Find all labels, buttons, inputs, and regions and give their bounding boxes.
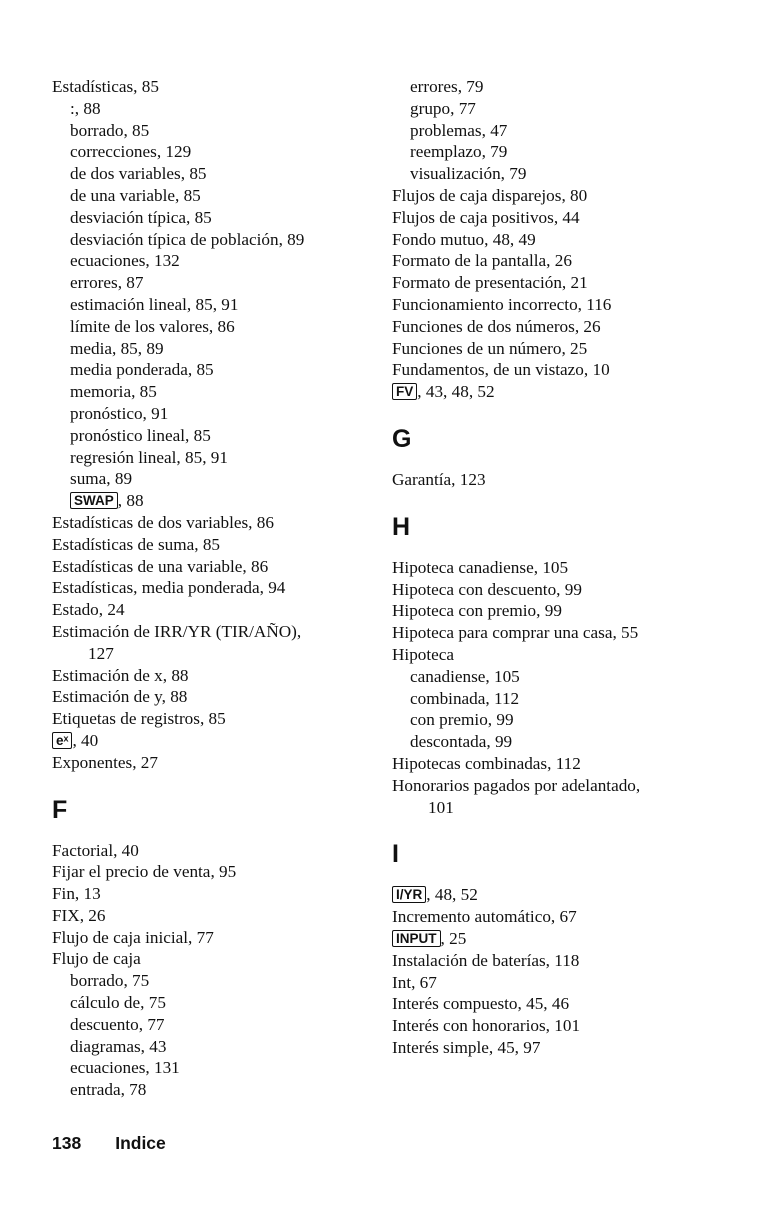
entry-text: FIX, 26 bbox=[52, 905, 106, 925]
entry-text: Hipoteca canadiense, 105 bbox=[392, 557, 569, 577]
index-entry bbox=[392, 622, 722, 644]
calculator-key-icon: eˣ bbox=[52, 732, 72, 749]
entry-text: Estadísticas, 85 bbox=[52, 77, 159, 96]
index-entry bbox=[392, 1015, 722, 1037]
entry-text: entrada, 78 bbox=[70, 1080, 147, 1100]
index-entry bbox=[392, 600, 722, 622]
entry-text: errores, 79 bbox=[410, 77, 484, 96]
entry-text: 101 bbox=[428, 797, 454, 817]
entry-text: Incremento automático, 67 bbox=[392, 907, 577, 927]
entry-text: Interés con honorarios, 101 bbox=[392, 1016, 581, 1036]
entry-text: suma, 89 bbox=[70, 469, 133, 489]
entry-text: Flujo de caja bbox=[52, 949, 141, 969]
entry-text: memoria, 85 bbox=[70, 382, 157, 402]
entry-text: regresión lineal, 85, 91 bbox=[70, 447, 228, 467]
entry-text: Garantía, 123 bbox=[392, 469, 486, 489]
index-entry bbox=[52, 708, 382, 730]
index-subentry bbox=[392, 76, 722, 98]
index-subentry bbox=[392, 709, 722, 731]
entry-text: , 48, 52 bbox=[426, 885, 478, 905]
index-entry bbox=[52, 948, 382, 970]
index-entry bbox=[52, 861, 382, 883]
entry-text: Flujos de caja disparejos, 80 bbox=[392, 185, 588, 205]
entry-text: diagramas, 43 bbox=[70, 1036, 167, 1056]
index-entry bbox=[52, 599, 382, 621]
index-subentry bbox=[52, 468, 382, 490]
entry-text: Fin, 13 bbox=[52, 884, 101, 904]
index-entry bbox=[392, 294, 722, 316]
entry-text: cálculo de, 75 bbox=[70, 993, 166, 1013]
index-entry bbox=[392, 250, 722, 272]
index-column-left bbox=[52, 76, 382, 1101]
entry-text: Formato de la pantalla, 26 bbox=[392, 251, 572, 271]
entry-text: Funciones de dos números, 26 bbox=[392, 316, 601, 336]
index-entry bbox=[392, 1037, 722, 1059]
index-entry bbox=[392, 753, 722, 775]
index-subentry bbox=[52, 294, 382, 316]
index-entry bbox=[392, 359, 722, 381]
entry-text: descontada, 99 bbox=[410, 732, 513, 752]
entry-text: visualización, 79 bbox=[410, 164, 527, 184]
entry-text: límite de los valores, 86 bbox=[70, 316, 235, 336]
index-entry bbox=[52, 512, 382, 534]
entry-text: 127 bbox=[88, 643, 114, 663]
index-entry bbox=[392, 316, 722, 338]
entry-text: Hipoteca con premio, 99 bbox=[392, 601, 562, 621]
index-entry bbox=[392, 972, 722, 994]
index-subentry bbox=[52, 185, 382, 207]
index-entry bbox=[392, 185, 722, 207]
index-subentry bbox=[52, 98, 382, 120]
index-subentry bbox=[52, 403, 382, 425]
index-entry bbox=[392, 207, 722, 229]
index-subentry bbox=[52, 229, 382, 251]
entry-text: Interés simple, 45, 97 bbox=[392, 1037, 541, 1057]
entry-text: pronóstico, 91 bbox=[70, 403, 169, 423]
index-subentry bbox=[52, 163, 382, 185]
index-entry bbox=[392, 644, 722, 666]
index-entry bbox=[392, 381, 722, 403]
index-entry-continuation bbox=[392, 797, 722, 819]
entry-text: Estadísticas de una variable, 86 bbox=[52, 556, 269, 576]
index-entry bbox=[392, 928, 722, 950]
index-subentry bbox=[52, 1057, 382, 1079]
entry-text: Hipotecas combinadas, 112 bbox=[392, 753, 581, 773]
index-subentry bbox=[392, 141, 722, 163]
index-column-right bbox=[392, 76, 722, 1059]
entry-text: errores, 87 bbox=[70, 273, 144, 293]
index-entry bbox=[52, 686, 382, 708]
index-subentry bbox=[52, 381, 382, 403]
index-subentry bbox=[52, 141, 382, 163]
index-subentry bbox=[392, 688, 722, 710]
section-heading: I bbox=[392, 840, 399, 869]
index-entry bbox=[52, 883, 382, 905]
entry-text: Estadísticas de suma, 85 bbox=[52, 534, 221, 554]
entry-text: pronóstico lineal, 85 bbox=[70, 425, 211, 445]
index-entry bbox=[392, 775, 722, 797]
index-entry bbox=[392, 950, 722, 972]
entry-text: Exponentes, 27 bbox=[52, 752, 158, 772]
entry-text: con premio, 99 bbox=[410, 710, 514, 730]
section-heading: H bbox=[392, 512, 411, 541]
index-subentry bbox=[392, 666, 722, 688]
index-subentry bbox=[52, 359, 382, 381]
index-subentry bbox=[52, 970, 382, 992]
entry-text: media ponderada, 85 bbox=[70, 360, 214, 380]
index-subentry bbox=[52, 338, 382, 360]
entry-text: Hipoteca con descuento, 99 bbox=[392, 579, 582, 599]
index-entry bbox=[392, 338, 722, 360]
index-subentry bbox=[52, 1036, 382, 1058]
entry-text: Fundamentos, de un vistazo, 10 bbox=[392, 360, 610, 380]
page-footer bbox=[52, 1133, 166, 1154]
entry-text: borrado, 85 bbox=[70, 120, 150, 140]
entry-text: de dos variables, 85 bbox=[70, 164, 207, 184]
index-entry bbox=[392, 906, 722, 928]
index-entry bbox=[392, 884, 722, 906]
entry-text: Instalación de baterías, 118 bbox=[392, 950, 580, 970]
index-subentry bbox=[392, 120, 722, 142]
index-entry-continuation bbox=[52, 643, 382, 665]
entry-text: Funciones de un número, 25 bbox=[392, 338, 588, 358]
entry-text: Factorial, 40 bbox=[52, 840, 139, 860]
entry-text: grupo, 77 bbox=[410, 98, 476, 118]
entry-text: borrado, 75 bbox=[70, 971, 150, 991]
entry-text: Estadísticas de dos variables, 86 bbox=[52, 512, 274, 532]
entry-text: Hipoteca bbox=[392, 644, 455, 664]
entry-text: canadiense, 105 bbox=[410, 666, 520, 686]
entry-text: correcciones, 129 bbox=[70, 142, 192, 162]
index-subentry bbox=[52, 207, 382, 229]
index-subentry bbox=[52, 425, 382, 447]
entry-text: Honorarios pagados por adelantado, bbox=[392, 775, 641, 795]
index-entry bbox=[52, 76, 382, 98]
entry-text: Funcionamiento incorrecto, 116 bbox=[392, 294, 612, 314]
entry-text: estimación lineal, 85, 91 bbox=[70, 294, 239, 314]
entry-text: Flujos de caja positivos, 44 bbox=[392, 207, 580, 227]
entry-text: Estimación de IRR/YR (TIR/AÑO), bbox=[52, 621, 302, 641]
calculator-key-icon: INPUT bbox=[392, 930, 441, 947]
entry-text: Estimación de x, 88 bbox=[52, 665, 189, 685]
index-entry bbox=[392, 469, 722, 491]
section-title: Indice bbox=[115, 1133, 166, 1153]
page-number: 138 bbox=[52, 1133, 82, 1153]
entry-text: Int, 67 bbox=[392, 972, 437, 992]
index-entry bbox=[392, 229, 722, 251]
index-subentry bbox=[392, 731, 722, 753]
entry-text: Flujo de caja inicial, 77 bbox=[52, 927, 214, 947]
index-entry bbox=[392, 993, 722, 1015]
entry-text: de una variable, 85 bbox=[70, 185, 201, 205]
index-entry bbox=[52, 730, 382, 752]
index-entry bbox=[392, 557, 722, 579]
entry-text: problemas, 47 bbox=[410, 120, 508, 140]
index-subentry bbox=[52, 120, 382, 142]
index-subentry bbox=[52, 316, 382, 338]
entry-text: reemplazo, 79 bbox=[410, 142, 508, 162]
index-subentry bbox=[52, 1014, 382, 1036]
calculator-key-icon: SWAP bbox=[70, 492, 118, 509]
entry-text: Interés compuesto, 45, 46 bbox=[392, 994, 570, 1014]
index-subentry bbox=[52, 992, 382, 1014]
entry-text: , 43, 48, 52 bbox=[417, 382, 495, 402]
index-subentry bbox=[392, 98, 722, 120]
entry-text: Estimación de y, 88 bbox=[52, 687, 188, 707]
index-subentry bbox=[52, 447, 382, 469]
index-entry bbox=[392, 579, 722, 601]
calculator-key-icon: I/YR bbox=[392, 886, 426, 903]
index-entry bbox=[52, 577, 382, 599]
entry-text: Etiquetas de registros, 85 bbox=[52, 709, 226, 729]
index-entry bbox=[52, 665, 382, 687]
index-entry bbox=[52, 621, 382, 643]
index-entry bbox=[392, 272, 722, 294]
entry-text: Fondo mutuo, 48, 49 bbox=[392, 229, 536, 249]
entry-text: desviación típica de población, 89 bbox=[70, 229, 305, 249]
entry-text: Fijar el precio de venta, 95 bbox=[52, 862, 237, 882]
entry-text: Estado, 24 bbox=[52, 600, 125, 620]
entry-text: Estadísticas, media ponderada, 94 bbox=[52, 578, 286, 598]
index-entry bbox=[52, 534, 382, 556]
calculator-key-icon: FV bbox=[392, 383, 417, 400]
index-subentry bbox=[52, 272, 382, 294]
entry-text: media, 85, 89 bbox=[70, 338, 164, 358]
entry-text: , 25 bbox=[440, 928, 467, 948]
index-entry bbox=[52, 556, 382, 578]
index-subentry bbox=[392, 163, 722, 185]
entry-text: Hipoteca para comprar una casa, 55 bbox=[392, 623, 639, 643]
index-subentry bbox=[52, 1079, 382, 1101]
index-entry bbox=[52, 840, 382, 862]
index-entry bbox=[52, 752, 382, 774]
entry-text: , 40 bbox=[72, 730, 99, 750]
entry-text: :, 88 bbox=[70, 98, 101, 118]
entry-text: ecuaciones, 131 bbox=[70, 1058, 180, 1078]
index-entry bbox=[52, 927, 382, 949]
entry-text: desviación típica, 85 bbox=[70, 207, 212, 227]
entry-text: combinada, 112 bbox=[410, 688, 520, 708]
index-subentry bbox=[52, 490, 382, 512]
section-heading: G bbox=[392, 424, 412, 453]
section-heading: F bbox=[52, 795, 68, 824]
entry-text: Formato de presentación, 21 bbox=[392, 273, 588, 293]
index-subentry bbox=[52, 250, 382, 272]
index-entry bbox=[52, 905, 382, 927]
entry-text: ecuaciones, 132 bbox=[70, 251, 180, 271]
entry-text: descuento, 77 bbox=[70, 1014, 165, 1034]
entry-text: , 88 bbox=[117, 491, 144, 511]
